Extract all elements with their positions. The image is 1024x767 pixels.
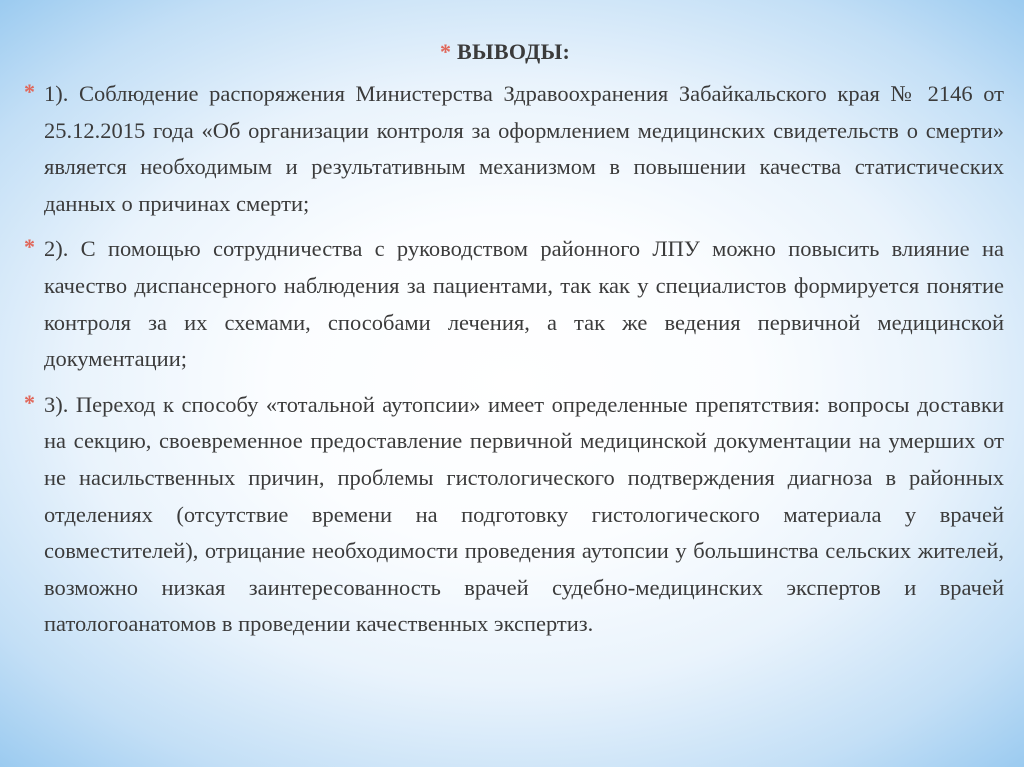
list-item — [24, 387, 1004, 643]
bullet-star-icon: * — [440, 39, 451, 64]
conclusions-list — [24, 76, 1004, 652]
bullet-star-icon: * — [24, 389, 35, 415]
bullet-star-icon: * — [24, 234, 35, 260]
list-item-text: 3). Переход к способу «тотальной аутопсии» имеет определенные препятствия: вопросы доставки на секцию, своевременное предоставление первичной медицинской документации на умерших от не насильственных причин, проблемы гистологического подтверждения диагноза в районных отделениях (отсутствие времени на подготовку гистологического материала у врачей совместителей), отрицание необходимости проведения аутопсии у большинства сельских жителей, возможно низкая заинтересованность врачей судебно-медицинских экспертов и врачей патологоанатомов в проведении качественных экспертиз. — [44, 391, 1004, 637]
list-item-text: 2). С помощью сотрудничества с руководством районного ЛПУ можно повысить влияние на качество диспансерного наблюдения за пациентами, так как у специалистов формируется понятие контроля за их схемами, способами лечения, а так же ведения первичной медицинской документации; — [44, 236, 1004, 372]
list-item — [24, 231, 1004, 377]
list-item — [24, 76, 1004, 222]
bullet-star-icon: * — [24, 79, 35, 104]
slide-heading — [440, 38, 570, 66]
slide-title: ВЫВОДЫ: — [457, 39, 571, 64]
list-item-text: 1). Соблюдение распоряжения Министерства Здравоохранения Забайкальского края № 2146 от 25.12.2015 года «Об организации контроля за оформлением медицинских свидетельств о смерти» является необходимым и результативным механизмом в повышении качества статистических данных о причинах смерти; — [44, 81, 1004, 216]
